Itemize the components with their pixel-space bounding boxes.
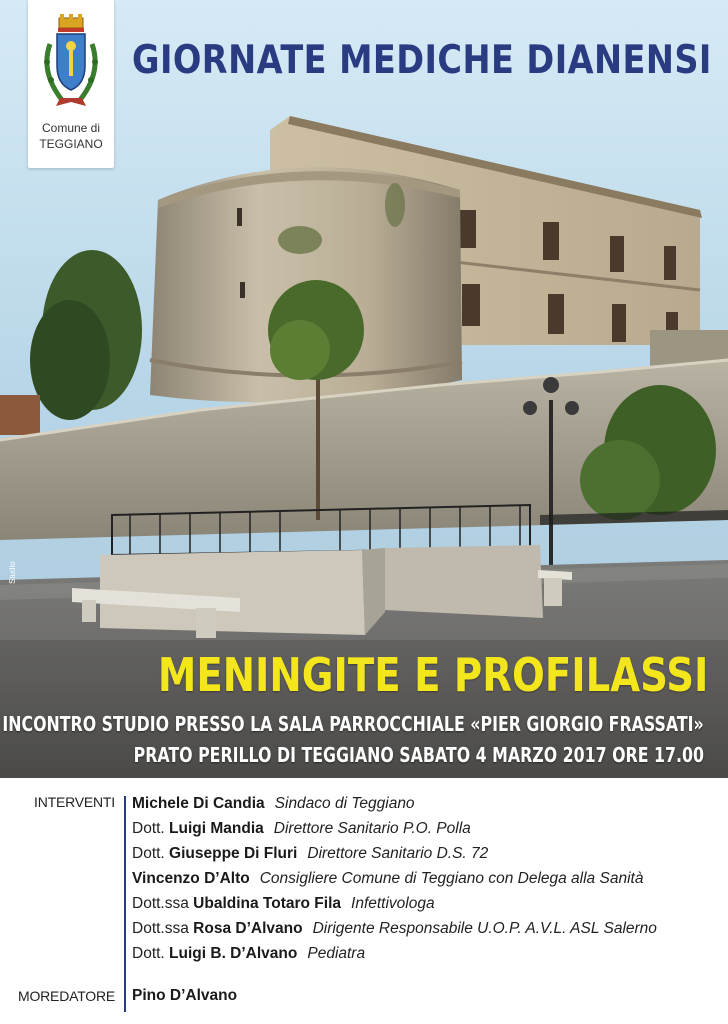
logo-caption xyxy=(28,120,114,152)
speaker-name: Michele Di Candia xyxy=(132,795,265,812)
speaker-row xyxy=(132,819,471,839)
speaker-role: Sindaco di Teggiano xyxy=(274,795,415,812)
speaker-title: Dott. xyxy=(132,945,165,962)
speaker-name: Luigi Mandia xyxy=(169,820,264,837)
program-section xyxy=(0,778,728,1024)
speaker-title: Dott. xyxy=(132,845,165,862)
page-title: GIORNATE MEDICHE DIANENSI xyxy=(132,38,712,83)
speaker-title: Dott.ssa xyxy=(132,920,189,937)
photo-credit: Studio xyxy=(8,561,17,584)
speaker-name: Ubaldina Totaro Fila xyxy=(193,895,342,912)
moderator-label: MOREDATORE xyxy=(18,988,116,1004)
speaker-title: Dott. xyxy=(132,820,165,837)
logo-box xyxy=(28,0,114,168)
moderator-row xyxy=(132,986,237,1006)
event-headline: MENINGITE E PROFILASSI xyxy=(157,648,708,702)
logo-caption-line2: TEGGIANO xyxy=(39,137,103,151)
speaker-row xyxy=(132,794,415,814)
speaker-title: Dott.ssa xyxy=(132,895,189,912)
speaker-role: Infettivologa xyxy=(351,895,435,912)
speaker-role: Dirigente Responsabile U.O.P. A.V.L. ASL Salerno xyxy=(312,920,657,937)
speaker-row xyxy=(132,944,365,964)
speaker-name: Luigi B. D’Alvano xyxy=(169,945,298,962)
program-divider xyxy=(124,796,126,1012)
speaker-name: Vincenzo D’Alto xyxy=(132,870,250,887)
speaker-name: Giuseppe Di Fluri xyxy=(169,845,298,862)
speaker-role: Direttore Sanitario D.S. 72 xyxy=(307,845,489,862)
comune-crest-icon xyxy=(38,14,104,112)
speaker-role: Pediatra xyxy=(307,945,366,962)
speaker-row xyxy=(132,844,488,864)
speaker-row xyxy=(132,894,435,914)
logo-caption-line1: Comune di xyxy=(41,121,101,135)
event-venue-line: INCONTRO STUDIO PRESSO LA SALA PARROCCHIALE «PIER GIORGIO FRASSATI» xyxy=(2,712,704,736)
moderator-name: Pino D’Alvano xyxy=(132,987,238,1004)
speaker-name: Rosa D’Alvano xyxy=(193,920,303,937)
speaker-row xyxy=(132,919,657,939)
interventi-label: INTERVENTI xyxy=(34,794,115,810)
speaker-role: Consigliere Comune di Teggiano con Delega alla Sanità xyxy=(259,870,644,887)
speaker-row xyxy=(132,869,643,889)
event-date-line: PRATO PERILLO DI TEGGIANO SABATO 4 MARZO 2017 ORE 17.00 xyxy=(133,743,704,767)
speaker-role: Direttore Sanitario P.O. Polla xyxy=(273,820,471,837)
